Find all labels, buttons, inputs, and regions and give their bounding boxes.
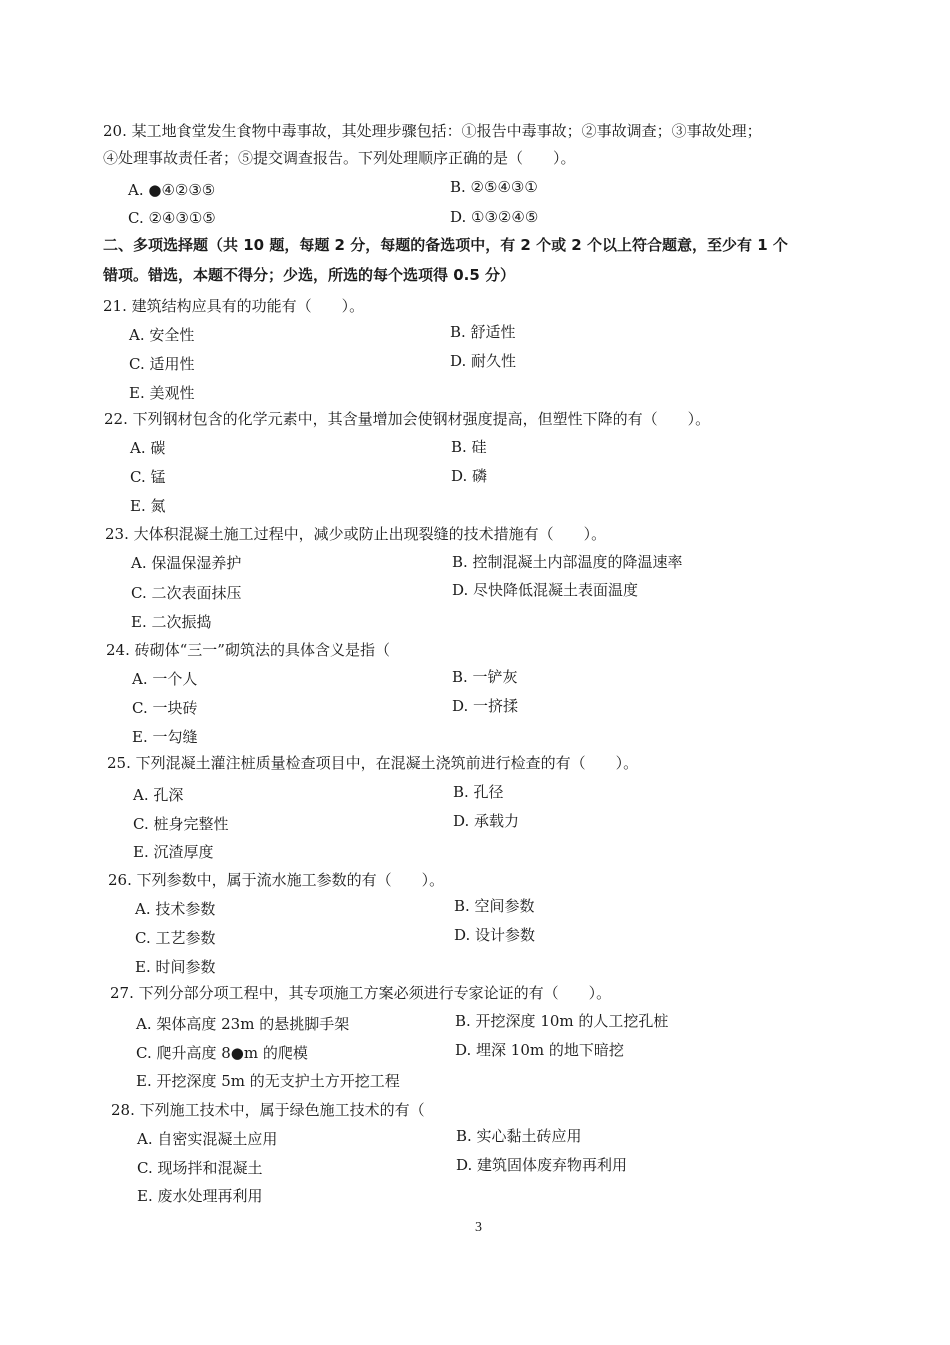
q28-option-d: D. 建筑固体废弃物再利用 xyxy=(456,1156,628,1174)
q23-option-b: B. 控制混凝土内部温度的降温速率 xyxy=(452,553,683,571)
q24-option-c: C. 一块砖 xyxy=(132,699,198,717)
q24-option-e: E. 一勾缝 xyxy=(132,728,198,746)
q27-option-d: D. 埋深 10m 的地下暗挖 xyxy=(455,1041,624,1059)
q20-option-c: C. ②④③①⑤ xyxy=(128,209,216,227)
q25-option-a: A. 孔深 xyxy=(133,786,184,804)
q23-option-a: A. 保温保湿养护 xyxy=(131,554,242,572)
q26-option-a: A. 技术参数 xyxy=(135,900,216,918)
q20-stem-line1: 20. 某工地食堂发生食物中毒事故，其处理步骤包括：①报告中毒事故；②事故调查；③事故处理； xyxy=(103,122,762,140)
q25-option-b: B. 孔径 xyxy=(453,783,504,801)
q21-option-b: B. 舒适性 xyxy=(450,323,516,341)
q25-option-d: D. 承载力 xyxy=(453,812,520,830)
q23-option-c: C. 二次表面抹压 xyxy=(131,584,242,602)
q26-option-e: E. 时间参数 xyxy=(135,958,216,976)
q22-option-b: B. 硅 xyxy=(451,438,487,456)
q20-option-d: D. ①③②④⑤ xyxy=(450,208,539,226)
q24-option-d: D. 一挤揉 xyxy=(452,697,519,715)
q20-option-b: B. ②⑤④③① xyxy=(450,178,538,196)
q21-option-d: D. 耐久性 xyxy=(450,352,517,370)
q24-option-b: B. 一铲灰 xyxy=(452,668,518,686)
q24-stem: 24. 砖砌体“三一”砌筑法的具体含义是指（ xyxy=(106,641,390,659)
q28-option-e: E. 废水处理再利用 xyxy=(137,1187,263,1205)
q23-option-e: E. 二次振捣 xyxy=(131,613,212,631)
q27-option-c: C. 爬升高度 8●m 的爬模 xyxy=(136,1044,308,1062)
q25-stem: 25. 下列混凝土灌注桩质量检查项目中，在混凝土浇筑前进行检查的有（ ）。 xyxy=(107,754,639,772)
q27-option-a: A. 架体高度 23m 的悬挑脚手架 xyxy=(136,1015,350,1033)
q21-stem: 21. 建筑结构应具有的功能有（ ）。 xyxy=(103,297,365,315)
q24-option-a: A. 一个人 xyxy=(132,670,198,688)
q22-stem: 22. 下列钢材包含的化学元素中，其含量增加会使钢材强度提高，但塑性下降的有（ ）。 xyxy=(104,410,711,428)
q22-option-a: A. 碳 xyxy=(130,439,166,457)
q28-option-c: C. 现场拌和混凝土 xyxy=(137,1159,263,1177)
q27-option-b: B. 开挖深度 10m 的人工挖孔桩 xyxy=(455,1012,669,1030)
q20-option-a: A. ●④②③⑤ xyxy=(128,181,216,199)
q21-option-a: A. 安全性 xyxy=(129,326,195,344)
q22-option-c: C. 锰 xyxy=(130,468,166,486)
q26-stem: 26. 下列参数中，属于流水施工参数的有（ ）。 xyxy=(108,871,445,889)
q27-option-e: E. 开挖深度 5m 的无支护土方开挖工程 xyxy=(136,1072,400,1090)
section2-heading-line1: 二、多项选择题（共 10 题，每题 2 分，每题的备选项中，有 2 个或 2 个以上符合题意，至少有 1 个 xyxy=(103,236,788,254)
page-number: 3 xyxy=(475,1220,482,1235)
q28-option-a: A. 自密实混凝土应用 xyxy=(137,1130,278,1148)
q23-option-d: D. 尽快降低混凝土表面温度 xyxy=(452,581,639,599)
q21-option-e: E. 美观性 xyxy=(129,384,195,402)
q27-stem: 27. 下列分部分项工程中，其专项施工方案必须进行专家论证的有（ ）。 xyxy=(110,984,612,1002)
q22-option-e: E. 氮 xyxy=(130,497,166,515)
q20-stem-line2: ④处理事故责任者；⑤提交调查报告。下列处理顺序正确的是（ ）。 xyxy=(103,149,576,167)
q23-stem: 23. 大体积混凝土施工过程中，减少或防止出现裂缝的技术措施有（ ）。 xyxy=(105,525,607,543)
q22-option-d: D. 磷 xyxy=(451,467,488,485)
q28-stem: 28. 下列施工技术中，属于绿色施工技术的有（ xyxy=(111,1101,425,1119)
q26-option-c: C. 工艺参数 xyxy=(135,929,216,947)
q26-option-b: B. 空间参数 xyxy=(454,897,535,915)
q21-option-c: C. 适用性 xyxy=(129,355,195,373)
section2-heading-line2: 错项。错选，本题不得分；少选，所选的每个选项得 0.5 分） xyxy=(103,266,516,284)
q28-option-b: B. 实心黏土砖应用 xyxy=(456,1127,582,1145)
q25-option-e: E. 沉渣厚度 xyxy=(133,843,214,861)
q25-option-c: C. 桩身完整性 xyxy=(133,815,229,833)
q26-option-d: D. 设计参数 xyxy=(454,926,536,944)
